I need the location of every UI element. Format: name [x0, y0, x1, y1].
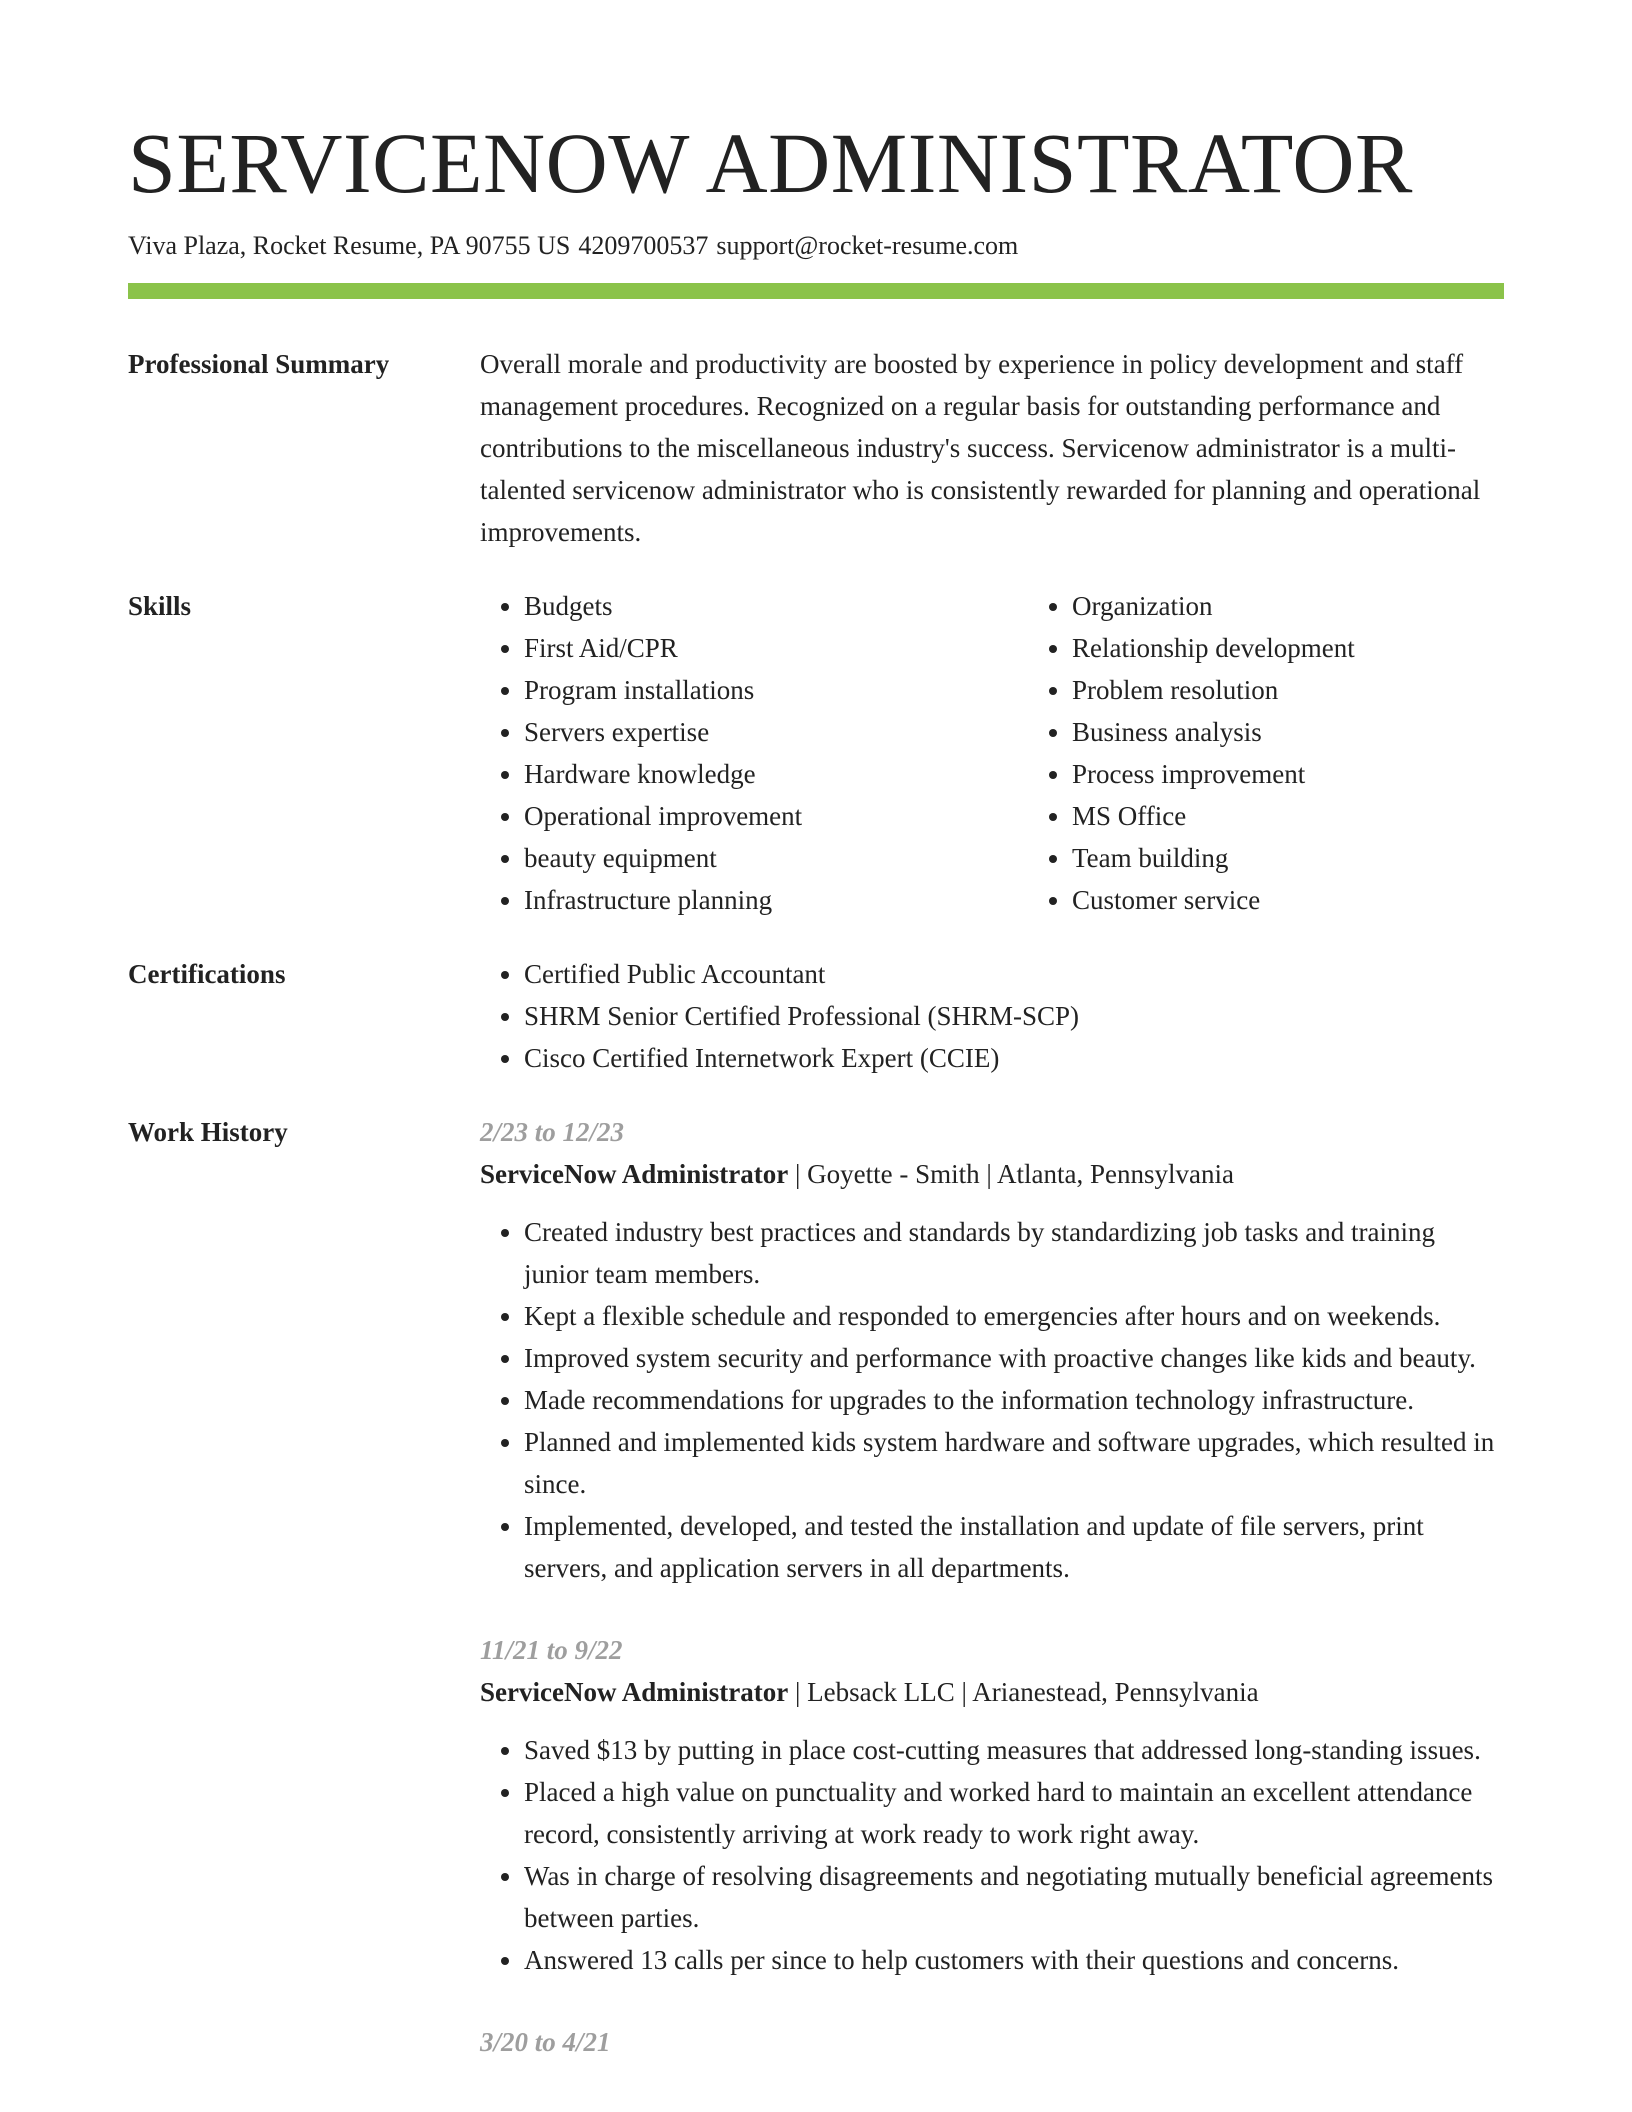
job-details: | Lebsack LLC | Arianestead, Pennsylvania — [788, 1676, 1259, 1707]
job-bullet: • Saved $13 by putting in place cost-cutting measures that addressed long-standing issues. — [524, 1729, 1504, 1771]
job-entry — [480, 1629, 1504, 1981]
skill-item: • MS Office — [1072, 795, 1576, 837]
resume-name: SERVICENOW ADMINISTRATOR — [128, 115, 1413, 211]
summary-section — [128, 343, 1504, 553]
skill-item: • Operational improvement — [524, 795, 1028, 837]
job-bullet: • Was in charge of resolving disagreements and negotiating mutually beneficial agreements between parties. — [524, 1855, 1504, 1939]
job-bullet: • Planned and implemented kids system hardware and software upgrades, which resulted in since. — [524, 1421, 1504, 1505]
job-bullet: • Kept a flexible schedule and responded to emergencies after hours and on weekends. — [524, 1295, 1504, 1337]
contact-phone: 4209700537 — [578, 231, 709, 261]
skill-item: • Organization — [1072, 585, 1576, 627]
skill-item: • Process improvement — [1072, 753, 1576, 795]
skill-item: • Team building — [1072, 837, 1576, 879]
job-role: ServiceNow Administrator — [480, 1676, 789, 1707]
summary-text: Overall morale and productivity are boosted by experience in policy development and staff management procedures. Recognized on a regular basis for outstanding performance and contributions to the miscellaneous industry's success. Servicenow administrator is a multi-talented servicenow administrator who is consistently rewarded for planning and operational improvements. — [480, 348, 1481, 547]
job-bullet: • Made recommendations for upgrades to the information technology infrastructure. — [524, 1379, 1504, 1421]
job-dates: 2/23 to 12/23 — [480, 1116, 625, 1147]
skill-item: • Budgets — [524, 585, 1028, 627]
certifications-list — [480, 953, 1504, 1079]
contact-line — [128, 229, 1504, 263]
skills-list-right — [1028, 585, 1576, 921]
resume-page — [128, 112, 1504, 2103]
skill-item: • Program installations — [524, 669, 1028, 711]
skill-item: • Business analysis — [1072, 711, 1576, 753]
skills-label: Skills — [128, 590, 192, 621]
job-title-line — [480, 1153, 1504, 1195]
job-bullet: • Improved system security and performance with proactive changes like kids and beauty. — [524, 1337, 1504, 1379]
job-dates: 11/21 to 9/22 — [480, 1634, 623, 1665]
skill-item: • beauty equipment — [524, 837, 1028, 879]
summary-label: Professional Summary — [128, 348, 390, 379]
skill-item: • Customer service — [1072, 879, 1576, 921]
skill-item: • Problem resolution — [1072, 669, 1576, 711]
job-bullets — [480, 1211, 1504, 1589]
certification-item: • Certified Public Accountant — [524, 953, 1504, 995]
header-divider — [128, 283, 1504, 299]
job-bullet: • Implemented, developed, and tested the installation and update of file servers, print servers, and application servers in all departments. — [524, 1505, 1504, 1589]
contact-address: Viva Plaza, Rocket Resume, PA 90755 US — [128, 231, 571, 261]
job-entry — [480, 2021, 1504, 2063]
skill-item: • Hardware knowledge — [524, 753, 1028, 795]
certification-item: • SHRM Senior Certified Professional (SHRM-SCP) — [524, 995, 1504, 1037]
certifications-label: Certifications — [128, 958, 286, 989]
work-history-section — [128, 1111, 1504, 2103]
job-entry — [480, 1111, 1504, 1589]
certification-item: • Cisco Certified Internetwork Expert (CCIE) — [524, 1037, 1504, 1079]
skill-item: • Servers expertise — [524, 711, 1028, 753]
job-role: ServiceNow Administrator — [480, 1158, 789, 1189]
skills-list-left — [480, 585, 1028, 921]
job-dates: 3/20 to 4/21 — [480, 2026, 611, 2057]
skills-section — [128, 585, 1504, 921]
skill-item: • First Aid/CPR — [524, 627, 1028, 669]
job-bullet: • Answered 13 calls per since to help customers with their questions and concerns. — [524, 1939, 1504, 1981]
job-bullet: • Created industry best practices and standards by standardizing job tasks and training junior team members. — [524, 1211, 1504, 1295]
skill-item: • Relationship development — [1072, 627, 1576, 669]
contact-email: support@rocket-resume.com — [716, 231, 1019, 261]
work-history-label: Work History — [128, 1116, 288, 1147]
job-title-line — [480, 1671, 1504, 1713]
job-bullets — [480, 1729, 1504, 1981]
skill-item: • Infrastructure planning — [524, 879, 1028, 921]
job-details: | Goyette - Smith | Atlanta, Pennsylvania — [788, 1158, 1234, 1189]
certifications-section — [128, 953, 1504, 1079]
job-bullet: • Placed a high value on punctuality and worked hard to maintain an excellent attendance record, consistently arriving at work ready to work right away. — [524, 1771, 1504, 1855]
